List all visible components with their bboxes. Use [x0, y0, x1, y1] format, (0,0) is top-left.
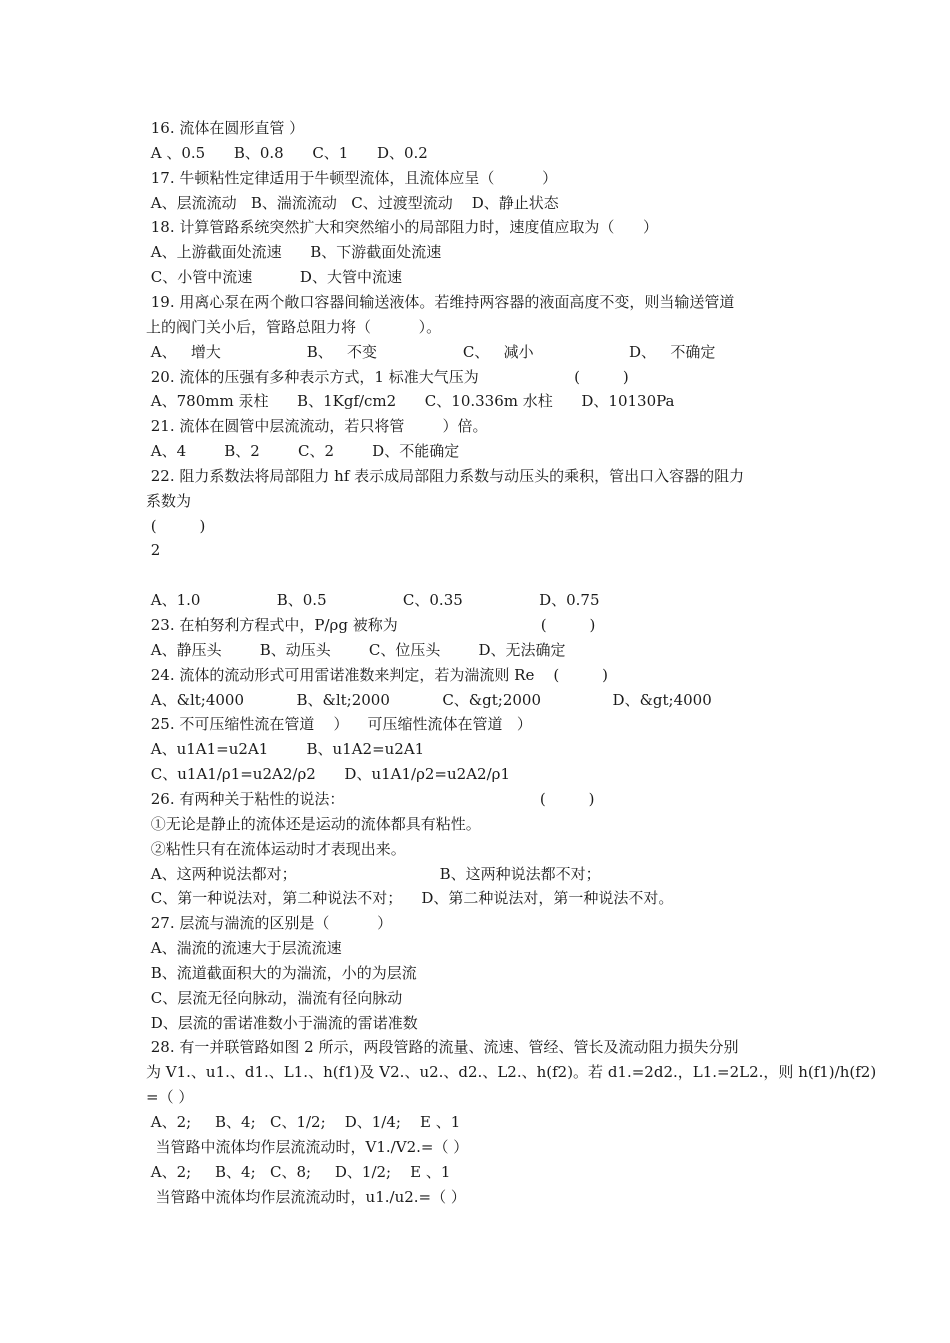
- text-line: A、 增大 B、 不变 C、 减小 D、 不确定: [146, 342, 716, 361]
- text-line: 27. 层流与湍流的区别是（ ）: [146, 914, 393, 933]
- text-line: 为 V1.、u1.、d1.、L1.、h(f1)及 V2.、u2.、d2.、L2.、h(f2)。若 d1.=2d2.，L1.=2L2.，则 h(f1)/h(f2): [146, 1063, 877, 1082]
- text-line: A、静压头 B、动压头 C、位压头 D、无法确定: [146, 640, 566, 659]
- text-line: 26. 有两种关于粘性的说法： ( ): [146, 789, 595, 808]
- text-line: 16. 流体在圆形直管 ）: [146, 119, 305, 137]
- text-line: 19. 用离心泵在两个敞口容器间输送液体。若维持两容器的液面高度不变，则当输送管道: [146, 292, 735, 311]
- text-line: 18. 计算管路系统突然扩大和突然缩小的局部阻力时，速度值应取为（ ）: [146, 218, 659, 237]
- text-line: A、1.0 B、0.5 C、0.35 D、0.75: [146, 591, 600, 610]
- text-line: A、4 B、2 C、2 D、不能确定: [146, 442, 460, 461]
- text-line: A、上游截面处流速 B、下游截面处流速: [146, 243, 442, 262]
- text-line: 当管路中流体均作层流流动时，V1./V2.=（ ）: [146, 1137, 469, 1156]
- text-line: A、&lt;4000 B、&lt;2000 C、&gt;2000 D、&gt;4000: [146, 690, 712, 709]
- text-line: 23. 在柏努利方程式中，P/ρg 被称为 ( ): [146, 616, 596, 634]
- text-line: 21. 流体在圆管中层流流动，若只将管 ）倍。: [146, 417, 488, 436]
- text-line: C、u1A1/ρ1=u2A2/ρ2 D、u1A1/ρ2=u2A2/ρ1: [146, 765, 510, 784]
- text-line: A、2; B、4; C、1/2; D、1/4; E 、1: [146, 1113, 461, 1131]
- text-line: ②粘性只有在流体运动时才表现出来。: [146, 839, 406, 858]
- text-line: 17. 牛顿粘性定律适用于牛顿型流体，且流体应呈（ ）: [146, 168, 558, 187]
- text-line: 上的阀门关小后，管路总阻力将（ ）。: [146, 317, 442, 336]
- text-line: A、这两种说法都对； B、这两种说法都不对；: [146, 864, 601, 883]
- text-line: C、小管中流速 D、大管中流速: [146, 268, 402, 287]
- text-line: C、层流无径向脉动，湍流有径向脉动: [146, 988, 403, 1007]
- text-line: A、u1A1=u2A1 B、u1A2=u2A1: [146, 740, 425, 759]
- text-line: D、层流的雷诺准数小于湍流的雷诺准数: [146, 1013, 418, 1032]
- text-line: =（ ）: [146, 1088, 194, 1107]
- text-line: ①无论是静止的流体还是运动的流体都具有粘性。: [146, 814, 481, 833]
- text-line: A、2; B、4; C、8; D、1/2; E 、1: [146, 1162, 451, 1181]
- text-line: 当管路中流体均作层流流动时，u1./u2.=（ ）: [146, 1187, 466, 1206]
- text-line: A 、0.5 B、0.8 C、1 D、0.2: [146, 143, 428, 162]
- text-line: A、湍流的流速大于层流流速: [146, 939, 342, 958]
- text-line: C、第一种说法对，第二种说法不对； D、第二种说法对，第一种说法不对。: [146, 889, 674, 908]
- text-line: ( ): [146, 516, 206, 535]
- text-line: 2: [146, 541, 161, 560]
- text-line: B、流道截面积大的为湍流，小的为层流: [146, 963, 417, 982]
- text-line: 20. 流体的压强有多种表示方式，1 标准大气压为 ( ): [146, 367, 629, 386]
- text-line: 28. 有一并联管路如图 2 所示，两段管路的流量、流速、管经、管长及流动阻力损失分别: [146, 1038, 739, 1057]
- text-line: 22. 阻力系数法将局部阻力 hf 表示成局部阻力系数与动压头的乘积，管出口入容器的阻力: [146, 466, 745, 485]
- text-line: A、层流流动 B、湍流流动 C、过渡型流动 D、静止状态: [146, 193, 559, 212]
- text-line: A、780mm 汞柱 B、1Kgf/cm2 C、10.336m 水柱 D、10130Pa: [146, 392, 675, 411]
- text-line: 25. 不可压缩性流在管道 ） 可压缩性流体在管道 ）: [146, 715, 532, 734]
- text-line: 24. 流体的流动形式可用雷诺准数来判定，若为湍流则 Re ( ): [146, 665, 609, 684]
- text-line: 系数为: [146, 491, 192, 510]
